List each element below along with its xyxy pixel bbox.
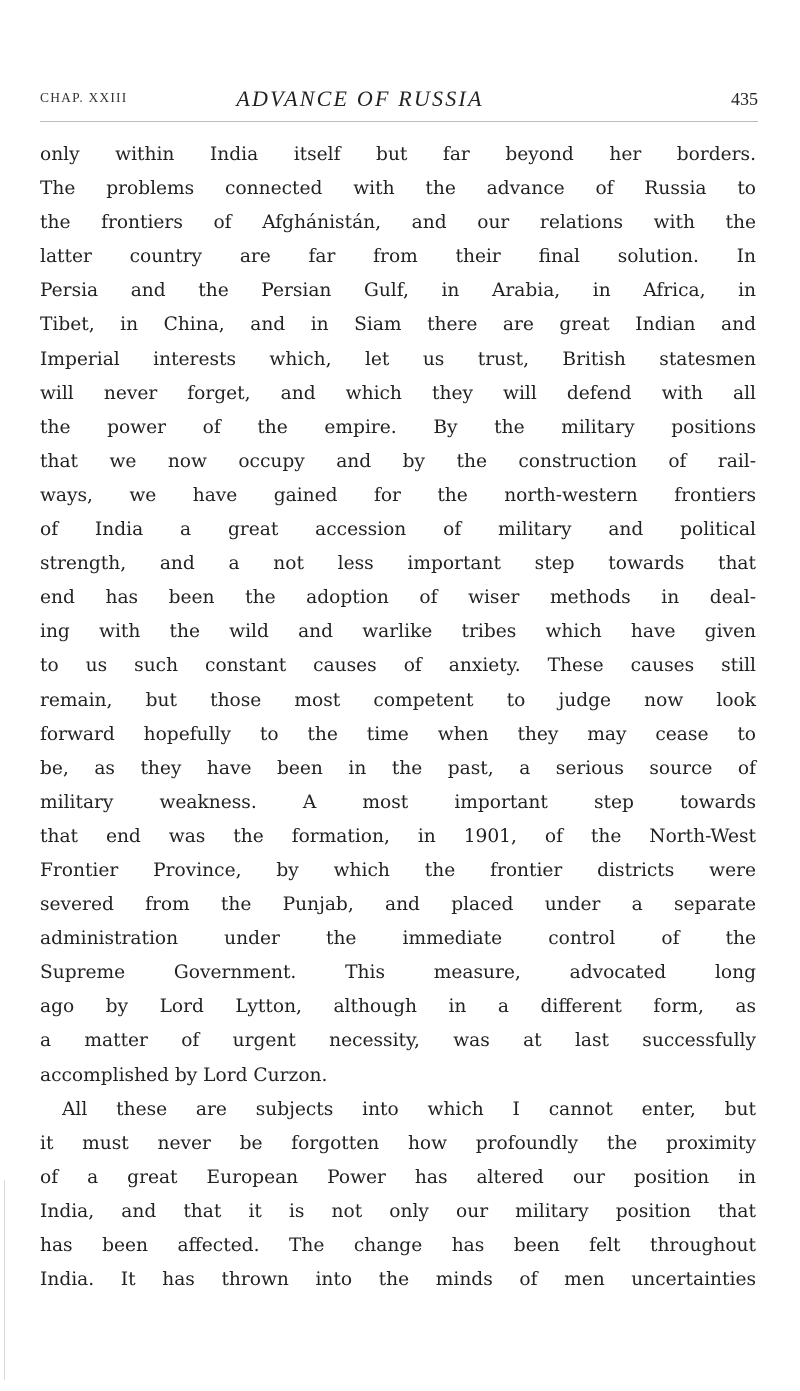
text-line: All these are subjects into which I cannot enter, but [62,1098,756,1120]
body-text [40,138,756,1297]
text-line: strength, and a not less important step towards that [40,553,756,575]
text-line: remain, but those most competent to judge now look [40,689,756,711]
text-line: The problems connected with the advance of Russia to [40,178,756,200]
header-rule [40,121,758,122]
text-line: that end was the formation, in 1901, of the North-West [40,825,756,847]
text-line: it must never be forgotten how profoundly the proximity [40,1132,756,1154]
running-head [40,86,758,114]
text-line: Persia and the Persian Gulf, in Arabia, in Africa, in [40,280,756,302]
chapter-label: CHAP. XXIII [40,90,128,105]
page-number: 435 [731,89,758,109]
text-line: be, as they have been in the past, a serious source of [40,757,756,779]
text-line: military weakness. A most important step towards [40,791,756,813]
text-line: latter country are far from their final solution. In [40,246,756,268]
text-line: that we now occupy and by the construction of rail- [40,450,756,472]
text-line: only within India itself but far beyond her borders. [40,144,756,165]
text-line: India, and that it is not only our military position that [40,1200,756,1222]
text-line: severed from the Punjab, and placed under a separate [40,894,756,916]
text-line: will never forget, and which they will defend with all [40,382,756,404]
text-line: of a great European Power has altered our position in [40,1166,756,1188]
text-line: of India a great accession of military and political [40,519,756,541]
text-line: India. It has thrown into the minds of men uncertainties [40,1269,756,1291]
text-line: forward hopefully to the time when they may cease to [40,723,756,745]
text-line: ways, we have gained for the north-western frontiers [40,484,756,506]
text-line: accomplished by Lord Curzon. [40,1064,328,1086]
text-line: to us such constant causes of anxiety. These causes still [40,655,756,677]
text-line: a matter of urgent necessity, was at last successfully [40,1030,756,1052]
text-line: Frontier Province, by which the frontier districts were [40,859,756,881]
running-title: ADVANCE OF RUSSIA [236,86,484,111]
text-line: Supreme Government. This measure, advocated long [40,962,756,984]
text-line: has been affected. The change has been felt throughout [40,1235,756,1256]
text-line: the frontiers of Afghánistán, and our relations with the [40,212,756,234]
text-line: the power of the empire. By the military positions [40,416,756,438]
text-line: Tibet, in China, and in Siam there are great Indian and [40,314,756,336]
text-line: Imperial interests which, let us trust, British statesmen [40,348,756,370]
text-line: ing with the wild and warlike tribes which have given [40,621,756,643]
text-line: end has been the adoption of wiser methods in deal- [40,587,756,609]
text-line: ago by Lord Lytton, although in a different form, as [40,996,756,1018]
text-line: administration under the immediate control of the [40,928,756,950]
binding-shadow [4,1180,5,1380]
